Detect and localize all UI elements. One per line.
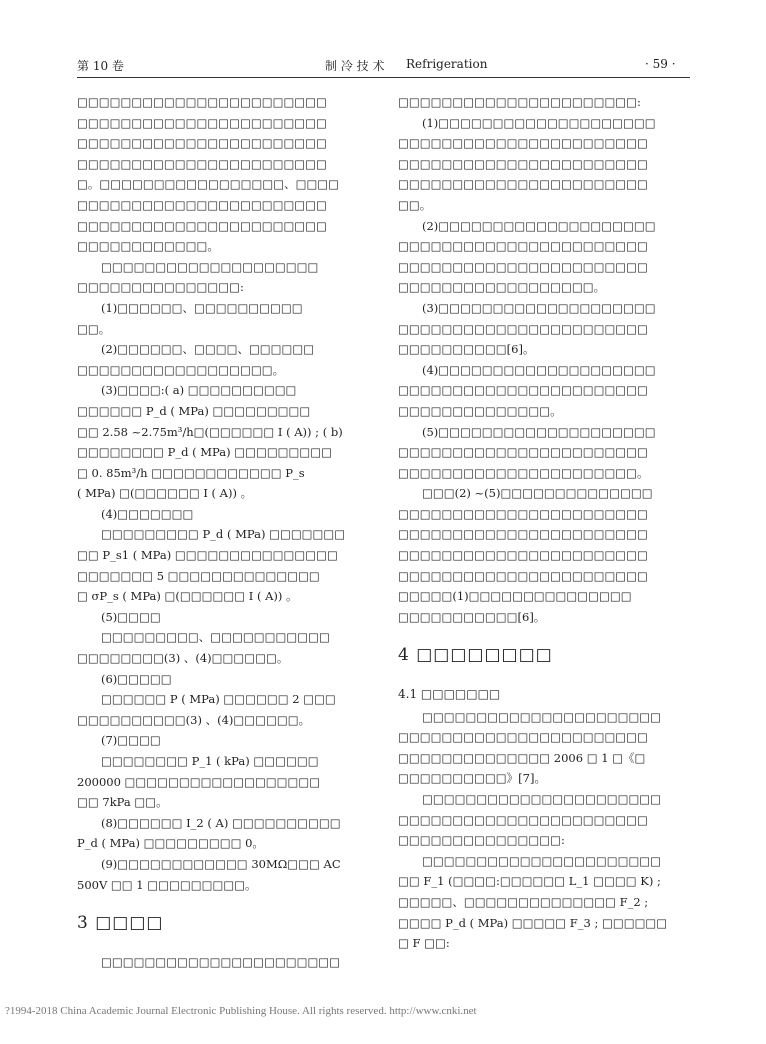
paragraph-line: □□□□□□□□□□□□□□□□□□□□□□□ xyxy=(398,812,648,827)
paragraph-line: □□□□□□□□□□□□□□□□□□□□□□□ xyxy=(398,445,648,460)
paragraph-line: □□ 7kPa □□。 xyxy=(77,795,168,810)
paragraph-line: (2)□□□□□□□□□□□□□□□□□□□□ xyxy=(422,218,656,233)
paragraph-line: □□□□□□□□□□□□□□□□□□□□□□: xyxy=(398,95,641,109)
paragraph-line: □□□□□□□□□□(3) 、(4)□□□□□□。 xyxy=(77,712,311,727)
paragraph-line: □□□□□□□□□□□□□□□□□□□□□□□ xyxy=(77,156,327,171)
paragraph-line: □□□□□□□□ P_d ( MPa) □□□□□□□□□ xyxy=(77,445,333,460)
paragraph-line: □□□□□□□□□□□□□□□□□□□□ xyxy=(101,259,319,274)
header-journal-en: Refrigeration xyxy=(406,57,488,71)
paragraph-line: (7)□□□□ xyxy=(101,733,161,748)
header-journal-cn: 制 冷 技 术 xyxy=(325,59,385,73)
header-page-number: · 59 · xyxy=(645,57,676,71)
paragraph-line: □□□□□□□□□□□□□□□□□□□□□□□ xyxy=(398,730,648,745)
paragraph-line: (1)□□□□□□、□□□□□□□□□□ xyxy=(101,300,303,315)
paragraph-line: □□□□□□□□□□□□□□□□□□□□□□□ xyxy=(77,197,327,212)
paragraph-line: □ σP_s ( MPa) □(□□□□□□ I ( A)) 。 xyxy=(77,589,298,604)
paragraph-line: P_d ( MPa) □□□□□□□□□ 0。 xyxy=(77,836,264,851)
paragraph-line: □□□□□、□□□□□□□□□□□□□□ F_2 ; xyxy=(398,894,649,909)
paragraph-line: □□□□□□□ 5 □□□□□□□□□□□□□□ xyxy=(77,568,320,583)
paragraph-line: □□□□□□□□□□□□□□□□□□□□□□□ xyxy=(77,136,327,151)
paragraph-line: □□□□□□□□□□□□□□□□□□□□□□□ xyxy=(398,506,648,521)
paragraph-line: □□□□□□□□□□□□□□□□□□□□□□□ xyxy=(398,568,648,583)
paragraph-line: □□□□□□□□□□□□□□ 2006 □ 1 □《□ xyxy=(398,750,646,765)
paragraph-line: □□□□□□□□□□□□□□。 xyxy=(398,403,562,418)
section-heading: 4 □□□□□□□□ xyxy=(398,645,553,666)
paragraph-line: □□□□□□□□□□□□□□□□□□□□□□□ xyxy=(398,321,648,336)
paragraph-line: (1)□□□□□□□□□□□□□□□□□□□□ xyxy=(422,115,656,130)
paragraph-line: □□□□□□ P ( MPa) □□□□□□ 2 □□□ xyxy=(101,692,336,707)
paragraph-line: □□□□□□□□□□》[7]。 xyxy=(398,771,546,786)
paragraph-line: □□□□□□□□□□□□□□□□□□□□□□□ xyxy=(77,115,327,130)
left-column xyxy=(77,92,377,972)
paragraph-line: □□□□□□□□ P_1 ( kPa) □□□□□□ xyxy=(101,754,319,768)
paragraph-line: □□□□□□□□□□□□□□□□□□□□□□ xyxy=(422,709,662,724)
paragraph-line: □□□□□□□□□□□□□□□□□□。 xyxy=(398,280,606,295)
right-column xyxy=(398,92,698,954)
paragraph-line: □□□□□□□□□□□□□□□□□□□□□□□ xyxy=(398,383,648,398)
paragraph-line: (3)□□□□:( a) □□□□□□□□□□ xyxy=(101,383,297,398)
footer-copyright: ?1994-2018 China Academic Journal Electronic Publishing House. All rights reserved. http://www.cnki.net xyxy=(5,1005,477,1017)
paragraph-line: 200000 □□□□□□□□□□□□□□□□□□ xyxy=(77,774,321,789)
paragraph-line: □□□(2) ~(5)□□□□□□□□□□□□□□ xyxy=(422,486,653,501)
paragraph-line: ( MPa) □(□□□□□□ I ( A)) 。 xyxy=(77,486,253,501)
paragraph-line: □□□□□□□□(3) 、(4)□□□□□□。 xyxy=(77,651,289,666)
paragraph-line: □□□□□□□□□□□□□□□□□□□□□□□ xyxy=(398,239,648,254)
paragraph-line: □□□□□□□□□□□□□□□□□□□□□□ xyxy=(422,853,662,868)
paragraph-line: □□□□□□□□□□□[6]。 xyxy=(398,609,546,624)
paragraph-line: □□□□□□□□□□□□□□□: xyxy=(398,833,565,848)
paragraph-line: □□□□□□□□□□□□□□□□□□□□□□□ xyxy=(398,548,648,563)
header-rule xyxy=(77,77,690,78)
paragraph-line: □□□□□□□□□□□□□□□□□□□□□□□ xyxy=(398,259,648,274)
paragraph-line: □□ P_s1 ( MPa) □□□□□□□□□□□□□□□ xyxy=(77,548,338,563)
paragraph-line: □□□□□□□□□ P_d ( MPa) □□□□□□□ xyxy=(101,527,346,542)
paragraph-line: □□□□□□□□□□□□□□□□□□□□□□ xyxy=(101,954,341,969)
paragraph-line: (2)□□□□□□、□□□□、□□□□□□ xyxy=(101,342,315,357)
paragraph-line: □□□□□□□□□、□□□□□□□□□□□ xyxy=(101,630,330,645)
paragraph-line: □□ F_1 (□□□□:□□□□□□ L_1 □□□□ K) ; xyxy=(398,874,661,889)
paragraph-line: (9)□□□□□□□□□□□□ 30MΩ□□□ AC xyxy=(101,856,341,871)
paragraph-line: □□□□ P_d ( MPa) □□□□□ F_3 ; □□□□□□ xyxy=(398,915,668,930)
paragraph-line: □□ 2.58 ~2.75m³/h□(□□□□□□ I ( A)) ; ( b) xyxy=(77,424,343,439)
paragraph-line: □□□□□(1)□□□□□□□□□□□□□□□ xyxy=(398,589,632,604)
subsection-heading: 4.1 □□□□□□□ xyxy=(398,687,501,702)
paragraph-line: (4)□□□□□□□ xyxy=(101,506,194,521)
paragraph-line: □□□□□□□□□□□□□□□□□□。 xyxy=(77,362,285,377)
section-heading: 3 □□□□ xyxy=(77,913,164,934)
paragraph-line: □□。 xyxy=(398,197,432,212)
paragraph-line: □□□□□□□□□□□□□□□□□□□□□□□ xyxy=(398,177,648,192)
paragraph-line: □□□□□□□□□□□□□□□□□□□□□□ xyxy=(422,792,662,806)
paragraph-line: 500V □□ 1 □□□□□□□□□。 xyxy=(77,877,257,892)
paragraph-line: □□□□□□□□□□□□□□□□□□□□□□□ xyxy=(398,136,648,151)
paragraph-line: □□□□□□□□□□□□□□□□□□□□□□□ xyxy=(77,218,327,233)
paragraph-line: □□□□□□□□□□[6]。 xyxy=(398,342,535,357)
paragraph-line: □□□□□□□□□□□□□□□□□□□□□□。 xyxy=(398,465,649,480)
paragraph-line: □□□□□□□□□□□□□□□□□□□□□□□ xyxy=(77,95,327,109)
paragraph-line: □□□□□□□□□□□□□□□: xyxy=(77,280,244,295)
paragraph-line: □。□□□□□□□□□□□□□□□□□、□□□□ xyxy=(77,177,340,192)
paragraph-line: □□□□□□□□□□□□□□□□□□□□□□□ xyxy=(398,527,648,542)
paragraph-line: □ F □□: xyxy=(398,936,450,951)
paragraph-line: (5)□□□□ xyxy=(101,609,161,624)
header-volume: 第 10 卷 xyxy=(77,59,124,73)
paragraph-line: □□□□□□□□□□□□□□□□□□□□□□□ xyxy=(398,156,648,171)
paragraph-line: (6)□□□□□ xyxy=(101,671,172,686)
paragraph-line: □ 0. 85m³/h □□□□□□□□□□□□ P_s xyxy=(77,465,305,480)
paragraph-line: (5)□□□□□□□□□□□□□□□□□□□□ xyxy=(422,424,656,439)
paragraph-line: □□□□□□ P_d ( MPa) □□□□□□□□□ xyxy=(77,403,311,418)
paragraph-line: □□。 xyxy=(77,321,111,336)
paragraph-line: (3)□□□□□□□□□□□□□□□□□□□□ xyxy=(422,300,656,315)
paragraph-line: (4)□□□□□□□□□□□□□□□□□□□□ xyxy=(422,362,656,377)
paragraph-line: □□□□□□□□□□□□。 xyxy=(77,239,219,254)
paragraph-line: (8)□□□□□□ I_2 ( A) □□□□□□□□□□ xyxy=(101,815,341,830)
